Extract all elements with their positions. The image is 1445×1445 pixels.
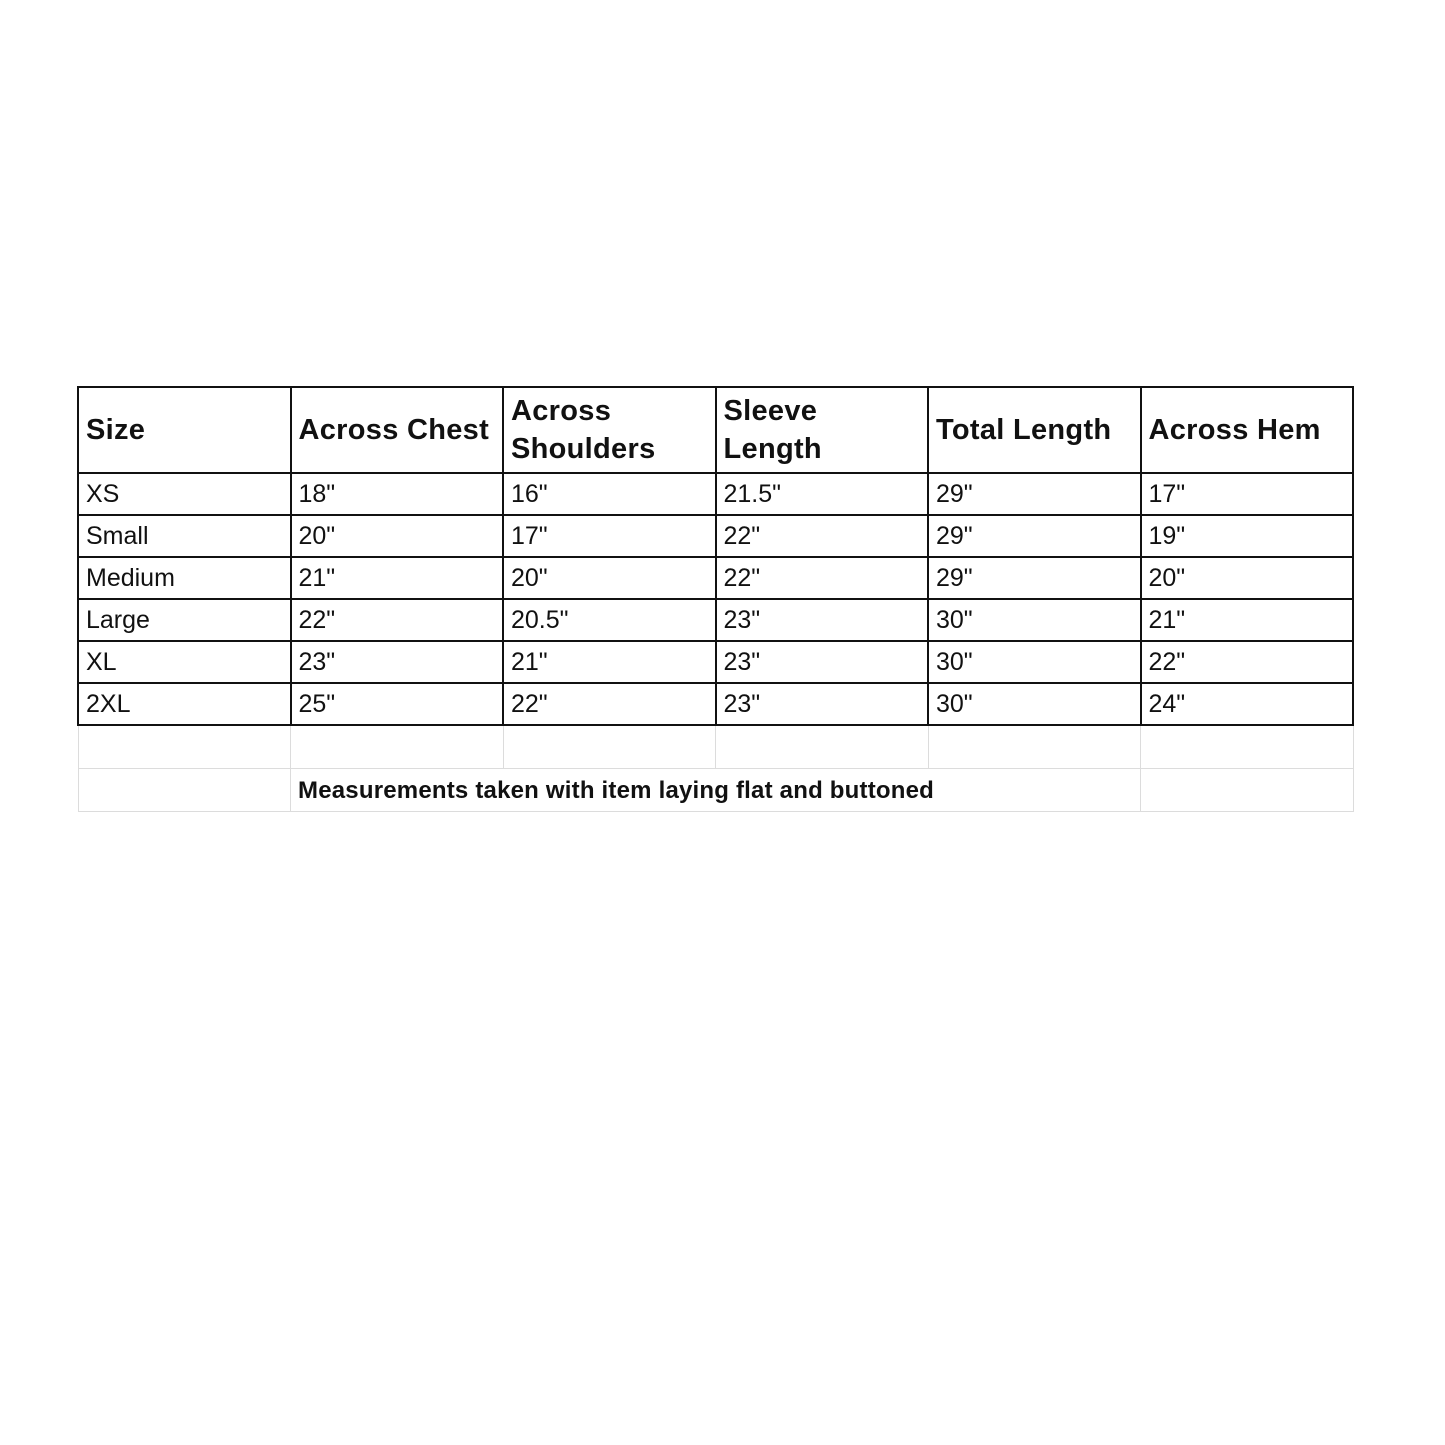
table-row-large: [78, 599, 1353, 641]
table-row-xl: [78, 641, 1353, 683]
header-sleeve-length: Sleeve Length: [716, 387, 929, 473]
empty-cell: [928, 725, 1141, 769]
measurement-note: Measurements taken with item laying flat and buttoned: [298, 776, 935, 804]
cell-across-chest: 21": [291, 557, 504, 599]
note-row: [78, 769, 1353, 812]
header-across-chest: Across Chest: [291, 387, 504, 473]
cell-across-shoulders: 17": [503, 515, 716, 557]
note-cell: [291, 769, 1141, 812]
table-row-small: [78, 515, 1353, 557]
cell-across-hem: 22": [1141, 641, 1354, 683]
empty-cell: [78, 769, 291, 812]
header-row: [78, 387, 1353, 473]
empty-cell: [716, 725, 929, 769]
cell-across-hem: 24": [1141, 683, 1354, 725]
cell-total-length: 29": [928, 473, 1141, 515]
cell-across-hem: 19": [1141, 515, 1354, 557]
cell-sleeve-length: 21.5": [716, 473, 929, 515]
cell-across-shoulders: 22": [503, 683, 716, 725]
cell-across-shoulders: 16": [503, 473, 716, 515]
cell-across-hem: 21": [1141, 599, 1354, 641]
empty-cell: [1141, 725, 1354, 769]
cell-size: Medium: [78, 557, 291, 599]
cell-sleeve-length: 23": [716, 683, 929, 725]
header-size: Size: [78, 387, 291, 473]
cell-across-hem: 17": [1141, 473, 1354, 515]
empty-cell: [78, 725, 291, 769]
header-across-hem: Across Hem: [1141, 387, 1354, 473]
cell-across-shoulders: 20": [503, 557, 716, 599]
cell-total-length: 30": [928, 683, 1141, 725]
cell-sleeve-length: 22": [716, 557, 929, 599]
size-chart-sheet: [77, 386, 1352, 812]
cell-total-length: 29": [928, 557, 1141, 599]
cell-across-chest: 22": [291, 599, 504, 641]
cell-across-chest: 20": [291, 515, 504, 557]
empty-cell: [503, 725, 716, 769]
cell-across-shoulders: 20.5": [503, 599, 716, 641]
cell-size: 2XL: [78, 683, 291, 725]
cell-size: Small: [78, 515, 291, 557]
cell-size: Large: [78, 599, 291, 641]
cell-size: XL: [78, 641, 291, 683]
table-row-xs: [78, 473, 1353, 515]
cell-across-chest: 25": [291, 683, 504, 725]
cell-sleeve-length: 23": [716, 599, 929, 641]
cell-across-shoulders: 21": [503, 641, 716, 683]
header-total-length: Total Length: [928, 387, 1141, 473]
cell-total-length: 30": [928, 599, 1141, 641]
cell-across-chest: 23": [291, 641, 504, 683]
cell-size: XS: [78, 473, 291, 515]
cell-sleeve-length: 23": [716, 641, 929, 683]
cell-total-length: 30": [928, 641, 1141, 683]
size-chart-table: [77, 386, 1354, 812]
empty-cell: [1141, 769, 1354, 812]
table-row-2xl: [78, 683, 1353, 725]
cell-sleeve-length: 22": [716, 515, 929, 557]
empty-cell: [291, 725, 504, 769]
table-row-medium: [78, 557, 1353, 599]
cell-across-chest: 18": [291, 473, 504, 515]
empty-row: [78, 725, 1353, 769]
cell-across-hem: 20": [1141, 557, 1354, 599]
header-across-shoulders: Across Shoulders: [503, 387, 716, 473]
cell-total-length: 29": [928, 515, 1141, 557]
